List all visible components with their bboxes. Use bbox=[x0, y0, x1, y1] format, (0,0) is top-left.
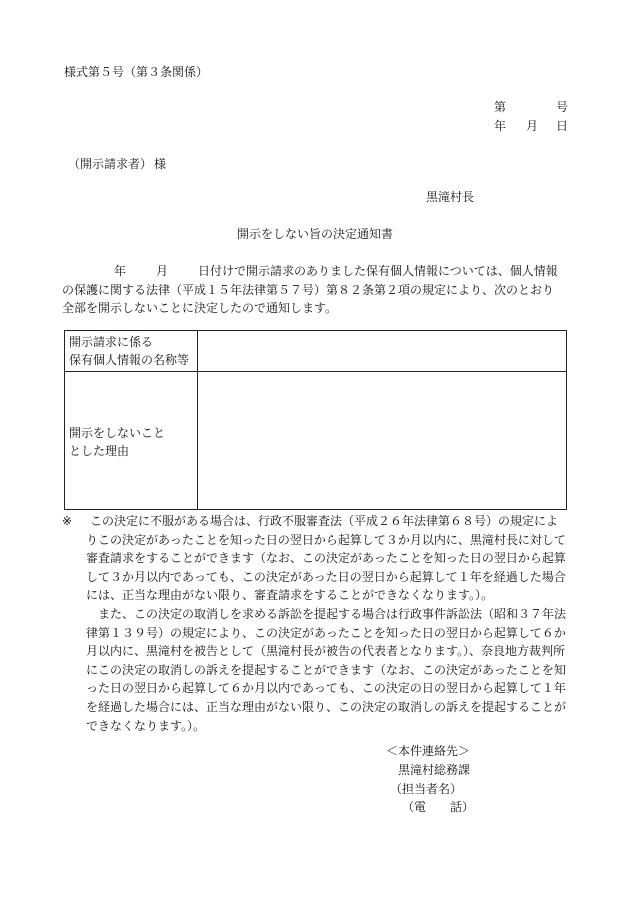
notice-line: った日の翌日から起算して６か月以内であっても、この決定の日の翌日から起算して１年 bbox=[86, 681, 566, 696]
reason-label-line: 開示をしないこと bbox=[69, 426, 166, 440]
notice-line: この決定に不服がある場合は、行政不服審査法（平成２６年法律第６８号）の規定によ bbox=[90, 514, 559, 528]
notice-line: 律第１３９号）の規定により、この決定があったことを知った日の翌日から起算して６か bbox=[86, 625, 566, 640]
contact-person: （担当者名） bbox=[390, 782, 463, 796]
notice-line: にこの決定の取消しの訴えを提起することができます（なお、この決定があったことを知 bbox=[86, 662, 566, 677]
date-year-label: 年 bbox=[494, 119, 507, 133]
info-name-label-line: 保有個人情報の名称等 bbox=[69, 353, 190, 367]
addressee-honorific: 様 bbox=[154, 157, 167, 171]
notice-line: 審査請求をすることができます（なお、この決定があったことを知った日の翌日から起算 bbox=[86, 551, 566, 566]
info-name-label-cell bbox=[65, 331, 198, 371]
notice-mark: ※ bbox=[62, 514, 73, 528]
reason-label-cell bbox=[65, 372, 198, 509]
contact-department: 黒滝村総務課 bbox=[398, 763, 471, 777]
notice-line: また、この決定の取消しを求める訴訟を提起する場合は行政事件訴訟法（昭和３７年法 bbox=[98, 606, 567, 621]
intro-line-text: 日付けで開示請求のありました保有個人情報については、個人情報 bbox=[198, 264, 558, 278]
date-day-label: 日 bbox=[556, 119, 569, 133]
intro-month: 月 bbox=[156, 264, 169, 278]
addressee: （開示請求者） bbox=[68, 157, 153, 171]
contact-heading: ＜本件連絡先＞ bbox=[386, 744, 471, 758]
intro-line: の保護に関する法律（平成１５年法律第５７号）第８２条第２項の規定により、次のとおり bbox=[62, 282, 555, 297]
info-name-label-line: 開示請求に係る bbox=[69, 335, 154, 349]
notice-body bbox=[74, 512, 574, 735]
intro-year: 年 bbox=[114, 264, 127, 278]
notice-line: できなくなります。）。 bbox=[86, 718, 206, 733]
notice-line: 月以内に、黒滝村を被告として（黒滝村長が被告の代表者となります。）、奈良地方裁判所 bbox=[86, 644, 566, 659]
notice-line: りこの決定があったことを知った日の翌日から起算して３か月以内に、黒滝村長に対して bbox=[86, 532, 566, 547]
issuer: 黒滝村長 bbox=[426, 190, 475, 204]
reason-label-line: とした理由 bbox=[69, 444, 130, 458]
notice-line: には、正当な理由がない限り、審査請求をすることができなくなります。）。 bbox=[86, 588, 494, 603]
document-number-label: 第 bbox=[494, 100, 507, 114]
reason-value-cell bbox=[198, 372, 566, 509]
info-name-value-cell bbox=[198, 331, 566, 371]
intro-line: 全部を開示しないことに決定したので通知します。 bbox=[62, 301, 338, 316]
notice-line: して３か月以内であっても、この決定があった日の翌日から起算して１年を経過した場合 bbox=[86, 569, 566, 584]
date-month-label: 月 bbox=[526, 119, 539, 133]
notice-line: を経過した場合には、正当な理由がない限り、この決定の取消しの訴えを提起することが bbox=[86, 699, 567, 714]
intro-line bbox=[62, 262, 572, 281]
contact-phone: （電 話） bbox=[402, 800, 475, 814]
document-title: 開示をしない旨の決定通知書 bbox=[236, 227, 393, 241]
intro-paragraph bbox=[62, 262, 572, 318]
document-number-suffix: 号 bbox=[556, 100, 569, 114]
decision-table bbox=[64, 330, 567, 510]
form-number: 様式第５号（第３条関係） bbox=[64, 65, 209, 79]
